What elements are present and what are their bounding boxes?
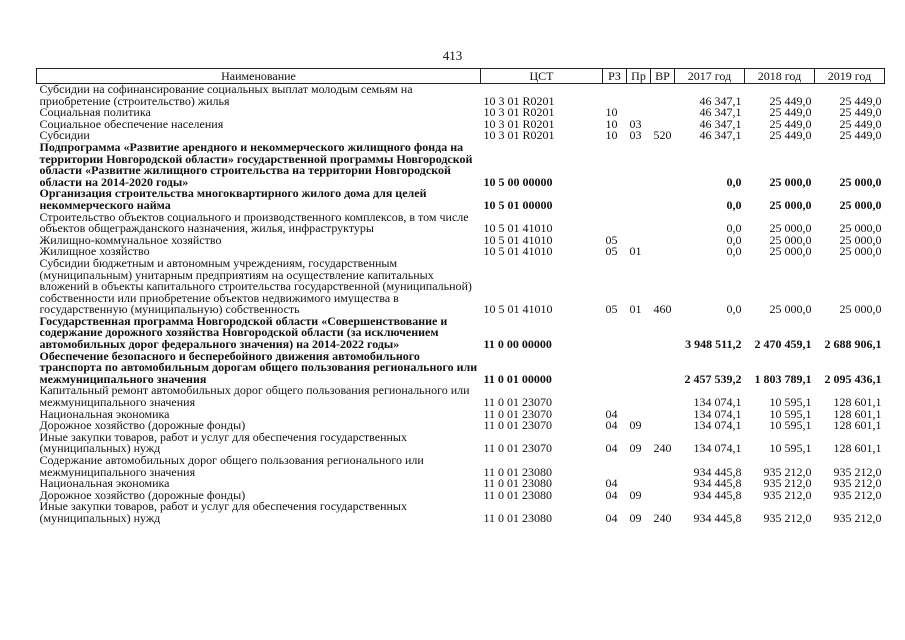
- row-value-2019: 935 212,0: [833, 464, 882, 479]
- row-pr: [627, 212, 651, 235]
- row-value-2018: 935 212,0: [763, 487, 812, 502]
- row-rz: 04: [605, 441, 618, 456]
- row-cst: 11 0 01 23070: [483, 441, 553, 456]
- row-value-2017: 0,0: [726, 244, 742, 259]
- row-cst: 11 0 01 00000: [483, 371, 552, 386]
- row-name: Субсидии: [39, 128, 90, 143]
- row-value-2017: 134 074,1: [693, 418, 742, 433]
- row-name: Дорожное хозяйство (дорожные фонды): [39, 487, 246, 502]
- row-value-2017: 3 948 511,2: [685, 337, 742, 352]
- row-cst: 11 0 01 23080: [483, 510, 553, 525]
- row-rz: 04: [605, 510, 618, 525]
- row-cst: 11 0 01 23070: [483, 395, 553, 410]
- row-name: Национальная экономика: [39, 406, 170, 421]
- row-value-2019: 25 000,0: [839, 174, 882, 189]
- table-row: [37, 84, 885, 108]
- row-value-2018: 25 449,0: [769, 116, 812, 131]
- row-vr: [651, 212, 675, 235]
- row-value-2017: 2 457 539,2: [684, 371, 742, 386]
- row-rz: 05: [605, 232, 618, 247]
- row-value-2017: 134 074,1: [693, 395, 742, 410]
- row-rz: 10: [605, 116, 618, 131]
- row-value-2018: 25 000,0: [769, 244, 812, 259]
- row-pr: [627, 455, 651, 478]
- row-cst: 10 3 01 R0201: [483, 93, 555, 108]
- row-rz: [603, 351, 627, 386]
- row-vr: [651, 235, 675, 247]
- row-value-2019: 935 212,0: [833, 476, 882, 491]
- row-value-2018: 935 212,0: [763, 476, 812, 491]
- row-value-2019: 25 000,0: [839, 244, 882, 259]
- row-pr: 01: [629, 244, 642, 259]
- row-value-2017: 46 347,1: [699, 116, 742, 131]
- row-value-2017: 46 347,1: [699, 105, 742, 120]
- row-name: Содержание автомобильных дорог общего пользования регионального или межмуниципального значения: [39, 453, 424, 479]
- row-value-2018: 10 595,1: [769, 441, 812, 456]
- header-2017: 2017 год: [675, 69, 745, 84]
- row-pr: 09: [629, 418, 642, 433]
- row-rz: [603, 84, 627, 108]
- header-rz: РЗ: [603, 69, 627, 84]
- row-vr: [651, 188, 675, 211]
- row-rz: 04: [605, 406, 618, 421]
- row-value-2019: 25 000,0: [839, 197, 882, 212]
- row-pr: [627, 188, 651, 211]
- row-name: Дорожное хозяйство (дорожные фонды): [39, 418, 246, 433]
- table-row: [37, 455, 885, 478]
- row-vr: 520: [653, 128, 672, 143]
- table-row: [37, 385, 885, 408]
- row-value-2018: 10 595,1: [769, 406, 812, 421]
- header-vr: ВР: [651, 69, 675, 84]
- row-vr: [651, 316, 675, 351]
- row-cst: 10 5 01 00000: [483, 197, 553, 212]
- row-name: Обеспечение безопасного и бесперебойного движения автомобильного транспорта по автомобильным дорогам общего пользования регионального или межмуниципального значения: [39, 348, 478, 386]
- row-value-2019: 2 688 906,1: [824, 337, 882, 352]
- row-rz: [603, 142, 627, 188]
- header-name: Наименование: [37, 69, 481, 84]
- row-vr: [651, 478, 675, 490]
- row-value-2018: 25 449,0: [769, 128, 812, 143]
- row-value-2018: 10 595,1: [769, 395, 812, 410]
- row-cst: 10 3 01 R0201: [483, 128, 555, 143]
- row-vr: [651, 142, 675, 188]
- row-pr: 09: [629, 487, 642, 502]
- row-cst: 11 0 01 23080: [483, 487, 553, 502]
- row-cst: 10 5 01 41010: [483, 244, 553, 259]
- row-vr: [651, 351, 675, 386]
- row-value-2017: 934 445,8: [693, 510, 742, 525]
- table-row: [37, 316, 885, 351]
- row-name: Жилищно-коммунальное хозяйство: [39, 232, 222, 247]
- row-value-2018: 25 000,0: [769, 197, 812, 212]
- row-vr: [651, 107, 675, 119]
- row-rz: [603, 385, 627, 408]
- row-vr: 460: [653, 302, 672, 317]
- row-name: Жилищное хозяйство: [39, 244, 150, 259]
- row-value-2018: 25 449,0: [769, 105, 812, 120]
- row-value-2019: 25 449,0: [839, 93, 882, 108]
- row-name: Государственная программа Новгородской области «Совершенствование и содержание дорожного хозяйства Новгородской области (за исключением автомобильных дорог федерального значения) на 2014-2022 годы»: [39, 313, 448, 352]
- row-pr: 03: [629, 128, 642, 143]
- row-value-2019: 128 601,1: [833, 395, 882, 410]
- row-value-2017: 134 074,1: [693, 406, 742, 421]
- row-value-2017: 0,0: [726, 232, 742, 247]
- row-rz: [603, 188, 627, 211]
- row-value-2017: 934 445,8: [693, 464, 742, 479]
- row-value-2017: 0,0: [726, 174, 742, 189]
- row-pr: 03: [629, 116, 642, 131]
- table-row: [37, 212, 885, 235]
- row-value-2019: 128 601,1: [833, 418, 882, 433]
- row-name: Подпрограмма «Развитие арендного и некоммерческого жилищного фонда на территории Новгородской области» государственной программы Новгородской области «Развитие жилищного строительства на территории Новгородской области на 2014-2020 годы»: [39, 139, 473, 189]
- row-name: Иные закупки товаров, работ и услуг для обеспечения государственных (муниципальных) нужд: [39, 499, 407, 525]
- row-value-2019: 25 000,0: [839, 302, 882, 317]
- header-2018: 2018 год: [745, 69, 815, 84]
- table-row: [37, 142, 885, 188]
- row-vr: [651, 409, 675, 421]
- table-row: [37, 351, 885, 386]
- row-value-2019: 2 095 436,1: [824, 371, 882, 386]
- row-value-2019: 128 601,1: [833, 406, 882, 421]
- row-name: Национальная экономика: [39, 476, 170, 491]
- budget-table: [36, 68, 885, 525]
- row-vr: [651, 84, 675, 108]
- row-value-2019: 935 212,0: [833, 510, 882, 525]
- row-cst: 11 0 01 23070: [483, 418, 553, 433]
- row-pr: [627, 316, 651, 351]
- row-value-2019: 935 212,0: [833, 487, 882, 502]
- row-cst: 10 5 01 41010: [483, 302, 553, 317]
- table-row: [37, 501, 885, 524]
- row-value-2017: 0,0: [726, 302, 742, 317]
- row-pr: [627, 84, 651, 108]
- table-row: [37, 258, 885, 316]
- table-row: [37, 119, 885, 131]
- table-row: [37, 432, 885, 455]
- row-name: Организация строительства многоквартирного жилого дома для целей некоммерческого найма: [39, 186, 427, 212]
- row-value-2018: 1 803 789,1: [754, 371, 812, 386]
- row-pr: [627, 351, 651, 386]
- table-row: [37, 188, 885, 211]
- row-value-2019: 25 449,0: [839, 128, 882, 143]
- row-rz: [603, 455, 627, 478]
- row-rz: 10: [605, 105, 618, 120]
- row-name: Капитальный ремонт автомобильных дорог общего пользования регионального или межмуниципального значения: [39, 383, 470, 410]
- row-cst: 11 0 00 00000: [483, 337, 552, 352]
- header-2019: 2019 год: [815, 69, 885, 84]
- row-pr: 01: [629, 302, 642, 317]
- row-cst: 10 3 01 R0201: [483, 105, 555, 120]
- row-value-2019: 25 449,0: [839, 116, 882, 131]
- row-value-2017: 934 445,8: [693, 487, 742, 502]
- row-value-2018: 935 212,0: [763, 464, 812, 479]
- row-cst: 11 0 01 23080: [483, 476, 553, 491]
- row-value-2019: 25 000,0: [839, 232, 882, 247]
- row-value-2018: 25 000,0: [769, 221, 812, 236]
- row-value-2017: 46 347,1: [699, 128, 742, 143]
- header-cst: ЦСТ: [481, 69, 603, 84]
- row-rz: 05: [605, 244, 618, 259]
- table-row: [37, 235, 885, 247]
- row-value-2017: 46 347,1: [699, 93, 742, 108]
- row-pr: 09: [629, 441, 642, 456]
- row-value-2018: 935 212,0: [763, 510, 812, 525]
- row-value-2017: 0,0: [726, 221, 742, 236]
- row-name: Социальное обеспечение населения: [39, 116, 224, 131]
- row-rz: 04: [605, 487, 618, 502]
- row-name: Социальная политика: [39, 105, 151, 120]
- row-value-2017: 134 074,1: [693, 441, 742, 456]
- row-cst: 10 5 00 00000: [483, 174, 553, 189]
- row-value-2018: 25 449,0: [769, 93, 812, 108]
- row-cst: 10 3 01 R0201: [483, 116, 555, 131]
- row-vr: 240: [653, 510, 672, 525]
- header-pr: Пр: [627, 69, 651, 84]
- row-rz: 10: [605, 128, 618, 143]
- row-vr: [651, 385, 675, 408]
- row-name: Субсидии на софинансирование социальных выплат молодым семьям на приобретение (строительство) жилья: [39, 82, 413, 108]
- row-value-2018: 25 000,0: [769, 232, 812, 247]
- row-value-2019: 25 449,0: [839, 105, 882, 120]
- row-value-2018: 10 595,1: [769, 418, 812, 433]
- page-number: 413: [442, 48, 463, 63]
- row-value-2019: 25 000,0: [839, 221, 882, 236]
- row-rz: 04: [605, 476, 618, 491]
- row-cst: 10 5 01 41010: [483, 221, 553, 236]
- row-cst: 10 5 01 41010: [483, 232, 553, 247]
- row-name: Субсидии бюджетным и автономным учреждениям, государственным (муниципальным) унитарным предприятиям на осуществление капитальных вложений в объекты капитального строительства государственной (муниципальной) собственности или приобретение объектов недвижимого имущества в государственную (муниципальную) собственность: [39, 255, 472, 317]
- row-vr: [651, 420, 675, 432]
- row-value-2019: 128 601,1: [833, 441, 882, 456]
- row-pr: [627, 142, 651, 188]
- row-value-2017: 0,0: [726, 197, 742, 212]
- row-pr: [627, 385, 651, 408]
- row-vr: 240: [653, 441, 672, 456]
- row-rz: [603, 316, 627, 351]
- row-value-2018: 2 470 459,1: [754, 337, 812, 352]
- row-vr: [651, 246, 675, 258]
- row-pr: 09: [629, 510, 642, 525]
- row-value-2018: 25 000,0: [769, 174, 812, 189]
- row-name: Иные закупки товаров, работ и услуг для обеспечения государственных (муниципальных) нужд: [39, 429, 407, 456]
- row-vr: [651, 455, 675, 478]
- row-cst: 11 0 01 23070: [483, 406, 553, 421]
- row-rz: [603, 212, 627, 235]
- row-rz: 05: [605, 302, 618, 317]
- row-value-2018: 25 000,0: [769, 302, 812, 317]
- row-value-2017: 934 445,8: [693, 476, 742, 491]
- row-name: Строительство объектов социального и производственного комплексов, в том числе объектов общегражданского назначения, жилья, инфраструктуры: [39, 209, 469, 236]
- row-vr: [651, 490, 675, 502]
- row-cst: 11 0 01 23080: [483, 464, 553, 479]
- row-rz: 04: [605, 418, 618, 433]
